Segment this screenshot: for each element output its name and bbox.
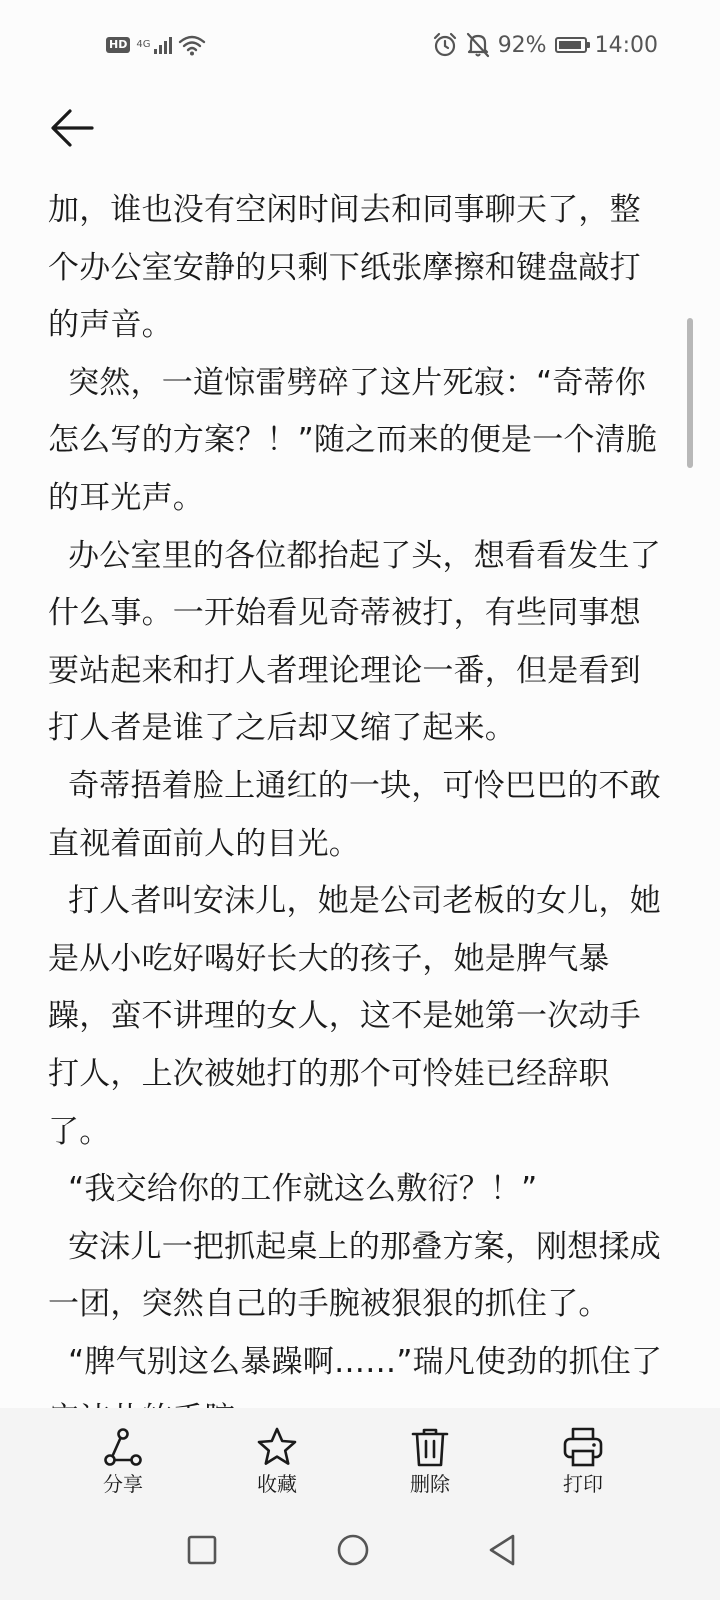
recents-button[interactable] xyxy=(170,1518,234,1582)
share-icon xyxy=(102,1426,144,1468)
network-type-label: 4G xyxy=(136,39,151,50)
trash-icon xyxy=(409,1426,451,1468)
circle-home-icon xyxy=(336,1533,370,1567)
nav-back-button[interactable] xyxy=(470,1518,534,1582)
battery-percent: 92% xyxy=(497,32,547,58)
share-button[interactable] xyxy=(68,1408,178,1500)
delete-button[interactable] xyxy=(375,1408,485,1500)
battery-icon xyxy=(555,37,587,53)
share-label: 分享 xyxy=(103,1472,143,1496)
print-label: 打印 xyxy=(563,1472,603,1496)
status-bar xyxy=(0,0,720,92)
paragraph: 加，谁也没有空闲时间去和同事聊天了，整个办公室安静的只剩下纸张摩擦和键盘敲打的声音。 xyxy=(48,192,641,344)
wifi-icon xyxy=(178,34,206,56)
square-recents-icon xyxy=(186,1534,218,1566)
scroll-indicator[interactable] xyxy=(687,318,693,468)
favorite-label: 收藏 xyxy=(257,1472,297,1496)
signal-icon xyxy=(154,36,172,54)
bell-off-icon xyxy=(466,32,490,58)
delete-label: 删除 xyxy=(410,1472,450,1496)
paragraph: “我交给你的工作就这么敷衍？！” xyxy=(48,1171,538,1208)
arrow-left-icon xyxy=(50,108,94,148)
status-bar-left xyxy=(106,30,206,60)
paragraph: 办公室里的各位都抬起了头，想看看发生了什么事。一开始看见奇蒂被打，有些同事想要站起来和打人者理论理论一番，但是看到打人者是谁了之后却又缩了起来。 xyxy=(48,537,661,747)
back-button[interactable] xyxy=(44,102,100,154)
star-icon xyxy=(256,1426,298,1468)
triangle-back-icon xyxy=(486,1533,518,1567)
home-button[interactable] xyxy=(321,1518,385,1582)
favorite-button[interactable] xyxy=(222,1408,332,1500)
system-navigation-bar xyxy=(0,1500,720,1600)
paragraph: 打人者叫安沫儿，她是公司老板的女儿，她是从小吃好喝好长大的孩子，她是脾气暴躁，蛮不讲理的女人，这不是她第一次动手打人，上次被她打的那个可怜娃已经辞职了。 xyxy=(48,883,661,1150)
alarm-icon xyxy=(432,32,458,58)
clock-time: 14:00 xyxy=(594,32,658,58)
paragraph: 奇蒂捂着脸上通红的一块，可怜巴巴的不敢直视着面前人的目光。 xyxy=(48,767,661,862)
hd-badge: HD xyxy=(106,37,130,53)
print-button[interactable] xyxy=(528,1408,638,1500)
battery-fill xyxy=(559,41,581,49)
bottom-toolbar xyxy=(0,1408,720,1500)
note-content[interactable] xyxy=(48,182,668,1408)
paragraph: 突然，一道惊雷劈碎了这片死寂：“奇蒂你怎么写的方案？！”随之而来的便是一个清脆的耳光声。 xyxy=(48,364,658,516)
paragraph: 安沫儿一把抓起桌上的那叠方案，刚想揉成一团，突然自己的手腕被狠狠的抓住了。 xyxy=(48,1228,661,1323)
printer-icon xyxy=(562,1426,604,1468)
status-bar-right xyxy=(432,28,658,62)
paragraph: “脾气别这么暴躁啊……”瑞凡使劲的抓住了 xyxy=(68,1343,663,1380)
